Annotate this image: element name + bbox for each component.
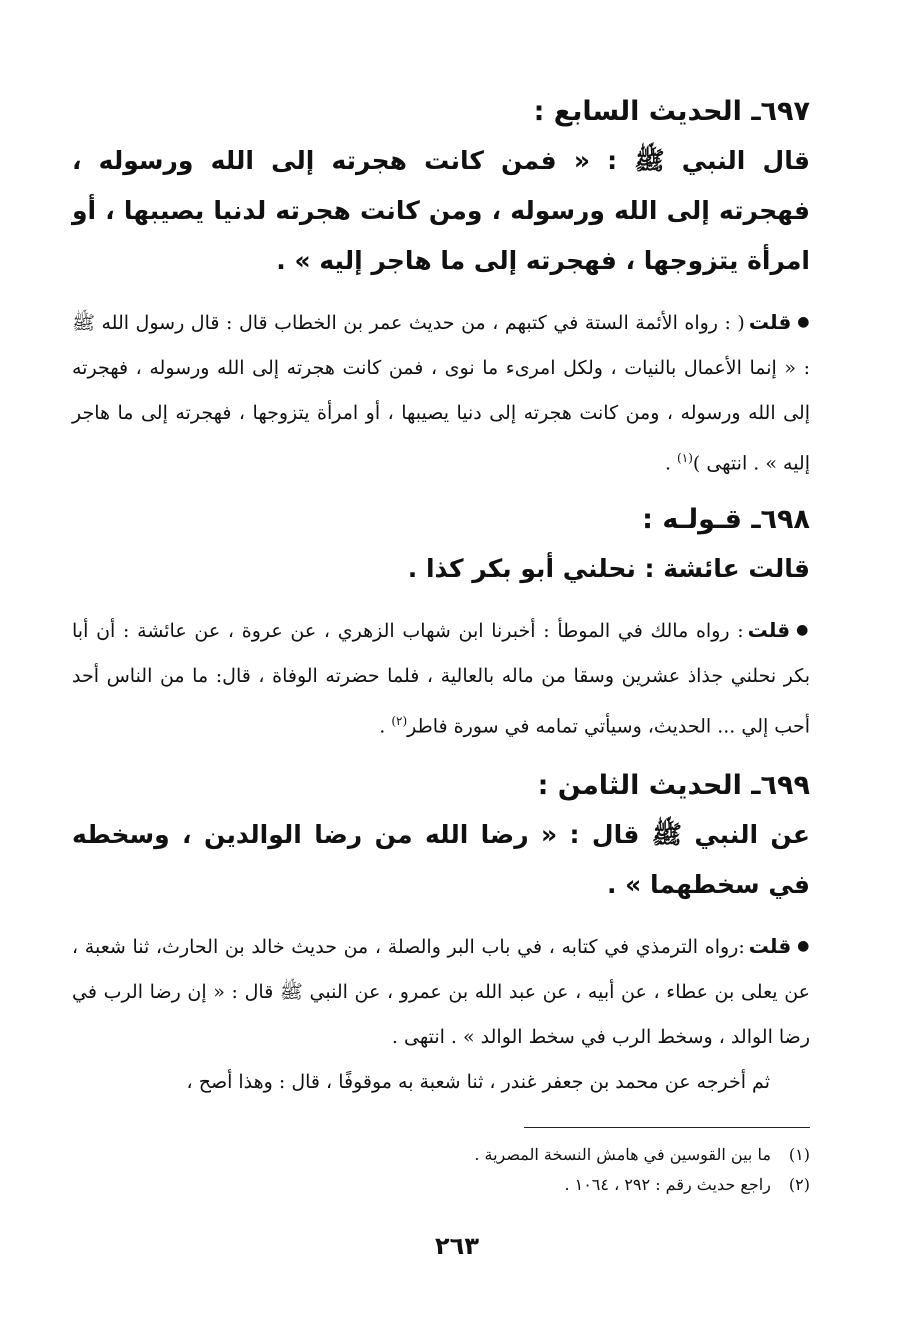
commentary-label: قلت [748,310,792,334]
commentary [72,924,810,1060]
footnote-ref: (١) [677,451,693,465]
hadith-title: ٦٩٧ـ الحديث السابع : [533,96,810,127]
section-697 [72,92,810,486]
page-number: ٢٦٣ [435,1232,479,1260]
footnote-number: (١) [788,1145,810,1164]
footnote-2 [72,1170,810,1200]
hadith-title: ٦٩٩ـ الحديث الثامن : [537,770,810,801]
section-698 [72,500,810,749]
commentary-text: : رواه مالك في الموطأ : أخبرنا ابن شهاب الزهري ، عن عروة ، عن عائشة : أن أبا بكر نحلني جذاذ عشرين وسقا من ماله بالعالية ، فلما حضرته الوفاة ، قال: ما من الناس أحد أحب إلي ... الحديث، وسيأتي تمامه في سورة فاطر [72,620,810,738]
hadith-text: قال النبي ﷺ : « فمن كانت هجرته إلى الله ورسوله ، فهجرته إلى الله ورسوله ، ومن كانت هجرته لدنيا يصيبها ، أو امرأة يتزوجها ، فهجرته إلى ما هاجر إليه » . [72,146,810,275]
hadith-text: قالت عائشة : نحلني أبو بكر كذا . [407,554,810,583]
hadith-title: ٦٩٨ـ قـولـه : [642,504,810,535]
bullet-icon: ● [797,314,811,330]
commentary-text: :رواه الترمذي في كتابه ، في باب البر والصلة ، من حديث خالد بن الحارث، ثنا شعبة ، عن يعلى بن عطاء ، عن أبيه ، عن عبد الله بن عمرو ، عن النبي ﷺ قال : « إن رضا الرب في رضا الوالد ، وسخط الرب في سخط الوالد » . انتهى . [72,936,810,1048]
commentary-label: قلت [748,934,792,958]
footnote-ref: (٢) [391,714,408,728]
commentary: ●قلت: رواه مالك في الموطأ : أخبرنا ابن شهاب الزهري ، عن عروة ، عن عائشة : أن أبا بكر نحلني جذاذ عشرين وسقا من ماله بالعالية ، فلما حضرته الوفاة ، قال: ما من الناس أحد أحب إلي ... الحديث، وسيأتي تمامه في سورة فاطر$^{(٢)}$ . [72,618,810,738]
commentary-continuation: ثم أخرجه عن محمد بن جعفر غندر ، ثنا شعبة به موقوفًا ، قال : وهذا أصح ، [186,1071,770,1093]
footnote-text: ما بين القوسين في هامش النسخة المصرية . [474,1145,771,1164]
bullet-icon: ● [797,938,811,954]
commentary: ●قلت( : رواه الأئمة الستة في كتبهم ، من حديث عمر بن الخطاب قال : قال رسول الله ﷺ : « إنما الأعمال بالنيات ، ولكل امرىء ما نوى ، فمن كانت هجرته إلى الله ورسوله ، فهجرته إلى الله ورسوله ، ومن كانت هجرته إلى دنيا يصيبها ، أو امرأة يتزوجها ، فهجرته إلى ما هاجر إليه » . انتهى )$^{(١)}$ . [72,310,811,475]
commentary-text: ( : رواه الأئمة الستة في كتبهم ، من حديث عمر بن الخطاب قال : قال رسول الله ﷺ : « إنما الأعمال بالنيات ، ولكل امرىء ما نوى ، فمن كانت هجرته إلى الله ورسوله ، فهجرته إلى الله ورسوله ، ومن كانت هجرته إلى دنيا يصيبها ، أو امرأة يتزوجها ، فهجرته إلى ما هاجر إليه » . انتهى ) [72,312,810,475]
footnote-1 [72,1140,810,1170]
hadith-text: عن النبي ﷺ قال : « رضا الله من رضا الوالدين ، وسخطه في سخطهما » . [72,820,810,899]
footnote-text: راجع حديث رقم : ٢٩٢ ، ١٠٦٤ . [564,1175,771,1194]
section-699 [72,766,810,1105]
bullet-icon: ● [796,622,810,638]
footnote-number: (٢) [788,1175,810,1194]
commentary-label: قلت [747,618,791,642]
footnote-divider [524,1127,810,1128]
footnotes [72,1140,810,1200]
